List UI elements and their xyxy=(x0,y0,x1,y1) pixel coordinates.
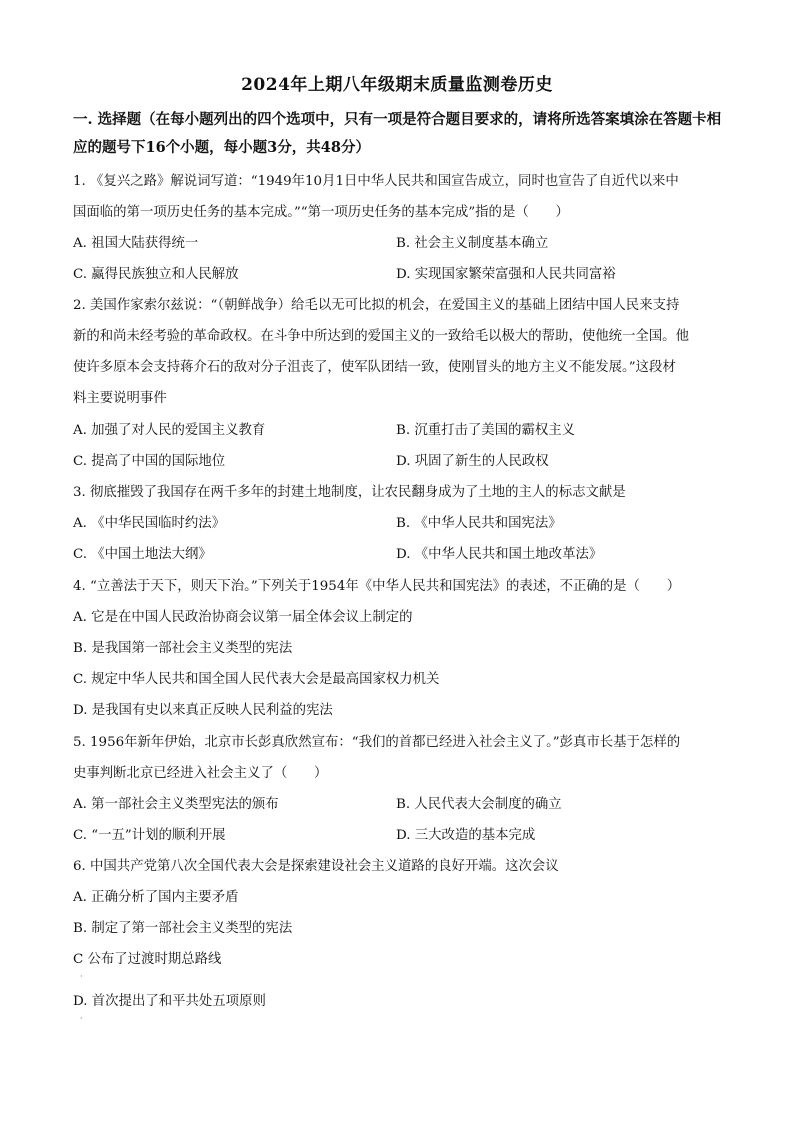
q6-option-c: C 公布了过渡时期总路线 xyxy=(73,952,222,967)
q4-option-c: C. 规定中华人民共和国全国人民代表大会是最高国家权力机关 xyxy=(73,672,440,687)
q3-option-b: B. 《中华人民共和国宪法》 xyxy=(396,516,562,531)
q2-option-d: D. 巩固了新生的人民政权 xyxy=(396,454,549,469)
q3-line-1: 3. 彻底摧毁了我国存在两千多年的封建土地制度，让农民翻身成为了土地的主人的标志文献是 xyxy=(73,485,626,500)
q5-option-c: C. “一五”计划的顺利开展 xyxy=(73,828,226,843)
q1-option-b: B. 社会主义制度基本确立 xyxy=(396,236,549,251)
q1-line-2: 国面临的第一项历史任务的基本完成。”“第一项历史任务的基本完成”指的是（ ） xyxy=(73,205,569,220)
q5-line-1: 5. 1956年新年伊始，北京市长彭真欣然宣布：“我们的首都已经进入社会主义了。”彭真市长基于怎样的 xyxy=(73,735,681,750)
q6-option-b: B. 制定了第一部社会主义类型的宪法 xyxy=(73,921,293,936)
q1-option-a: A. 祖国大陆获得统一 xyxy=(73,236,199,251)
q6-option-d: D. 首次提出了和平共处五项原则 xyxy=(73,994,266,1009)
q6-line-1: 6. 中国共产党第八次全国代表大会是探索建设社会主义道路的良好开端。这次会议 xyxy=(73,859,559,874)
scan-dot-mark: · xyxy=(80,972,83,981)
q3-option-a: A. 《中华民国临时约法》 xyxy=(73,516,226,531)
q4-option-b: B. 是我国第一部社会主义类型的宪法 xyxy=(73,641,293,656)
scan-dot-mark: · xyxy=(80,1014,83,1023)
q5-option-a: A. 第一部社会主义类型宪法的颁布 xyxy=(73,797,279,812)
q2-line-3: 使许多原本会支持蒋介石的敌对分子沮丧了，使军队团结一致，使刚冒头的地方主义不能发展。”这段材 xyxy=(73,360,676,375)
q4-option-d: D. 是我国有史以来真正反映人民利益的宪法 xyxy=(73,703,333,718)
q3-option-c: C. 《中国土地法大纲》 xyxy=(73,547,212,562)
q6-option-a: A. 正确分析了国内主要矛盾 xyxy=(73,890,239,905)
q4-option-a: A. 它是在中国人民政治协商会议第一届全体会议上制定的 xyxy=(73,610,413,625)
q1-line-1: 1. 《复兴之路》解说词写道：“1949年10月1日中华人民共和国宣告成立，同时也宣告了自近代以来中 xyxy=(73,174,679,189)
q3-option-d: D. 《中华人民共和国土地改革法》 xyxy=(396,547,603,562)
q1-option-c: C. 赢得民族独立和人民解放 xyxy=(73,267,239,282)
section-header: 一. 选择题（在每小题列出的四个选项中，只有一项是符合题目要求的，请将所选答案填涂在答题卡相应的题号下16个小题，每小题3分，共48分） xyxy=(73,111,722,156)
q5-option-b: B. 人民代表大会制度的确立 xyxy=(396,797,562,812)
q2-line-2: 新的和尚未经考验的革命政权。在斗争中所达到的爱国主义的一致给毛以极大的帮助，使他统一全国。他 xyxy=(73,329,689,344)
q2-option-b: B. 沉重打击了美国的霸权主义 xyxy=(396,423,576,438)
q4-line-1: 4. “立善法于天下，则天下治。”下列关于1954年《中华人民共和国宪法》的表述，不正确的是（ ） xyxy=(73,579,681,594)
q5-line-2: 史事判断北京已经进入社会主义了（ ） xyxy=(73,766,328,781)
q2-option-c: C. 提高了中国的国际地位 xyxy=(73,454,226,469)
q5-option-d: D. 三大改造的基本完成 xyxy=(396,828,536,843)
q2-line-4: 料主要说明事件 xyxy=(73,391,167,406)
q2-option-a: A. 加强了对人民的爱国主义教育 xyxy=(73,423,266,438)
q1-option-d: D. 实现国家繁荣富强和人民共同富裕 xyxy=(396,267,616,282)
q2-line-1: 2. 美国作家索尔兹说：“（朝鲜战争）给毛以无可比拟的机会，在爱国主义的基础上团结中国人民来支持 xyxy=(73,298,680,313)
exam-title: 2024年上期八年级期末质量监测卷历史 xyxy=(241,75,553,95)
